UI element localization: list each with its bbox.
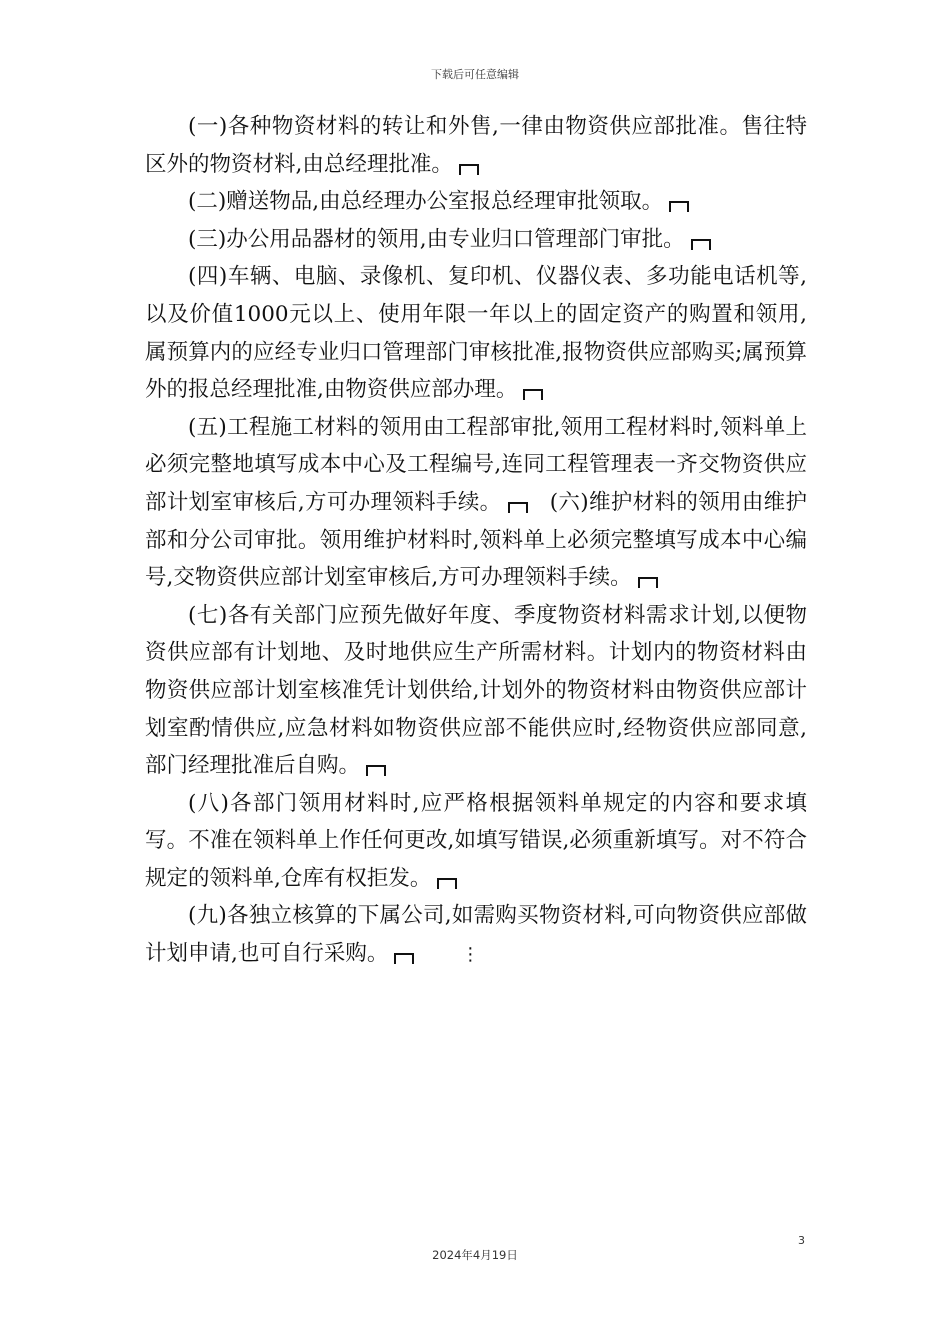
paragraph-1-text: (一)各种物资材料的转让和外售,一律由物资供应部批准。售往特区外的物资材料,由总经理批准。 xyxy=(145,114,807,177)
paragraph-4-text: (四)车辆、电脑、录像机、复印机、仪器仪表、多功能电话机等,以及价值1000元以上、使用年限一年以上的固定资产的购置和领用,属预算内的应经专业归口管理部门审核批准,报物资供应部购买;属预算外的报总经理批准,由物资供应部办理。 xyxy=(145,264,807,403)
page-number: 3 xyxy=(798,1234,805,1247)
paragraph-mark-icon xyxy=(669,201,689,212)
document-body xyxy=(145,108,807,974)
paragraph-5 xyxy=(145,409,807,597)
paragraph-4 xyxy=(145,258,807,408)
page-header: 下载后可任意编辑 xyxy=(431,68,519,81)
paragraph-2-text: (二)赠送物品,由总经理办公室报总经理审批领取。 xyxy=(188,189,664,215)
paragraph-7-text: (七)各有关部门应预先做好年度、季度物资材料需求计划,以便物资供应部有计划地、及时地供应生产所需材料。计划内的物资材料由物资供应部计划室核准凭计划供给,计划外的物资材料由物资供应部计划室酌情供应,应急材料如物资供应部不能供应时,经物资供应部同意,部门经理批准后自购。 xyxy=(145,602,807,779)
paragraph-8 xyxy=(145,785,807,898)
paragraph-3-text: (三)办公用品器材的领用,由专业归口管理部门审批。 xyxy=(188,226,685,252)
paragraph-7 xyxy=(145,597,807,785)
paragraph-mark-icon xyxy=(523,389,543,400)
paragraph-mark-icon xyxy=(459,164,479,175)
paragraph-mark-icon xyxy=(638,577,658,588)
paragraph-9 xyxy=(145,897,807,973)
paragraph-5-text: (五)工程施工材料的领用由工程部审批,领用工程材料时,领料单上必须完整地填写成本中心及工程编号,连同工程管理表一齐交物资供应部计划室审核后,方可办理领料手续。 xyxy=(145,414,807,515)
paragraph-3 xyxy=(145,221,807,259)
paragraph-mark-icon xyxy=(508,502,528,513)
paragraph-mark-icon xyxy=(366,765,386,776)
paragraph-mark-icon xyxy=(394,953,414,964)
page-footer-date: 2024年4月19日 xyxy=(432,1248,518,1262)
vertical-ellipsis-icon: ⋮ xyxy=(461,944,480,966)
paragraph-6-text: (六)维护材料的领用由维护部和分公司审批。领用维护材料时,领料单上必须完整填写成本中心编号,交物资供应部计划室审核后,方可办理领料手续。 xyxy=(145,489,807,591)
paragraph-9-text: (九)各独立核算的下属公司,如需购买物资材料,可向物资供应部做计划申请,也可自行采购。 xyxy=(145,903,807,967)
paragraph-1 xyxy=(145,108,807,183)
paragraph-8-text: (八)各部门领用材料时,应严格根据领料单规定的内容和要求填写。不准在领料单上作任何更改,如填写错误,必须重新填写。对不符合规定的领料单,仓库有权拒发。 xyxy=(145,790,807,891)
paragraph-mark-icon xyxy=(437,878,457,889)
paragraph-2 xyxy=(145,183,807,221)
paragraph-mark-icon xyxy=(691,239,711,250)
